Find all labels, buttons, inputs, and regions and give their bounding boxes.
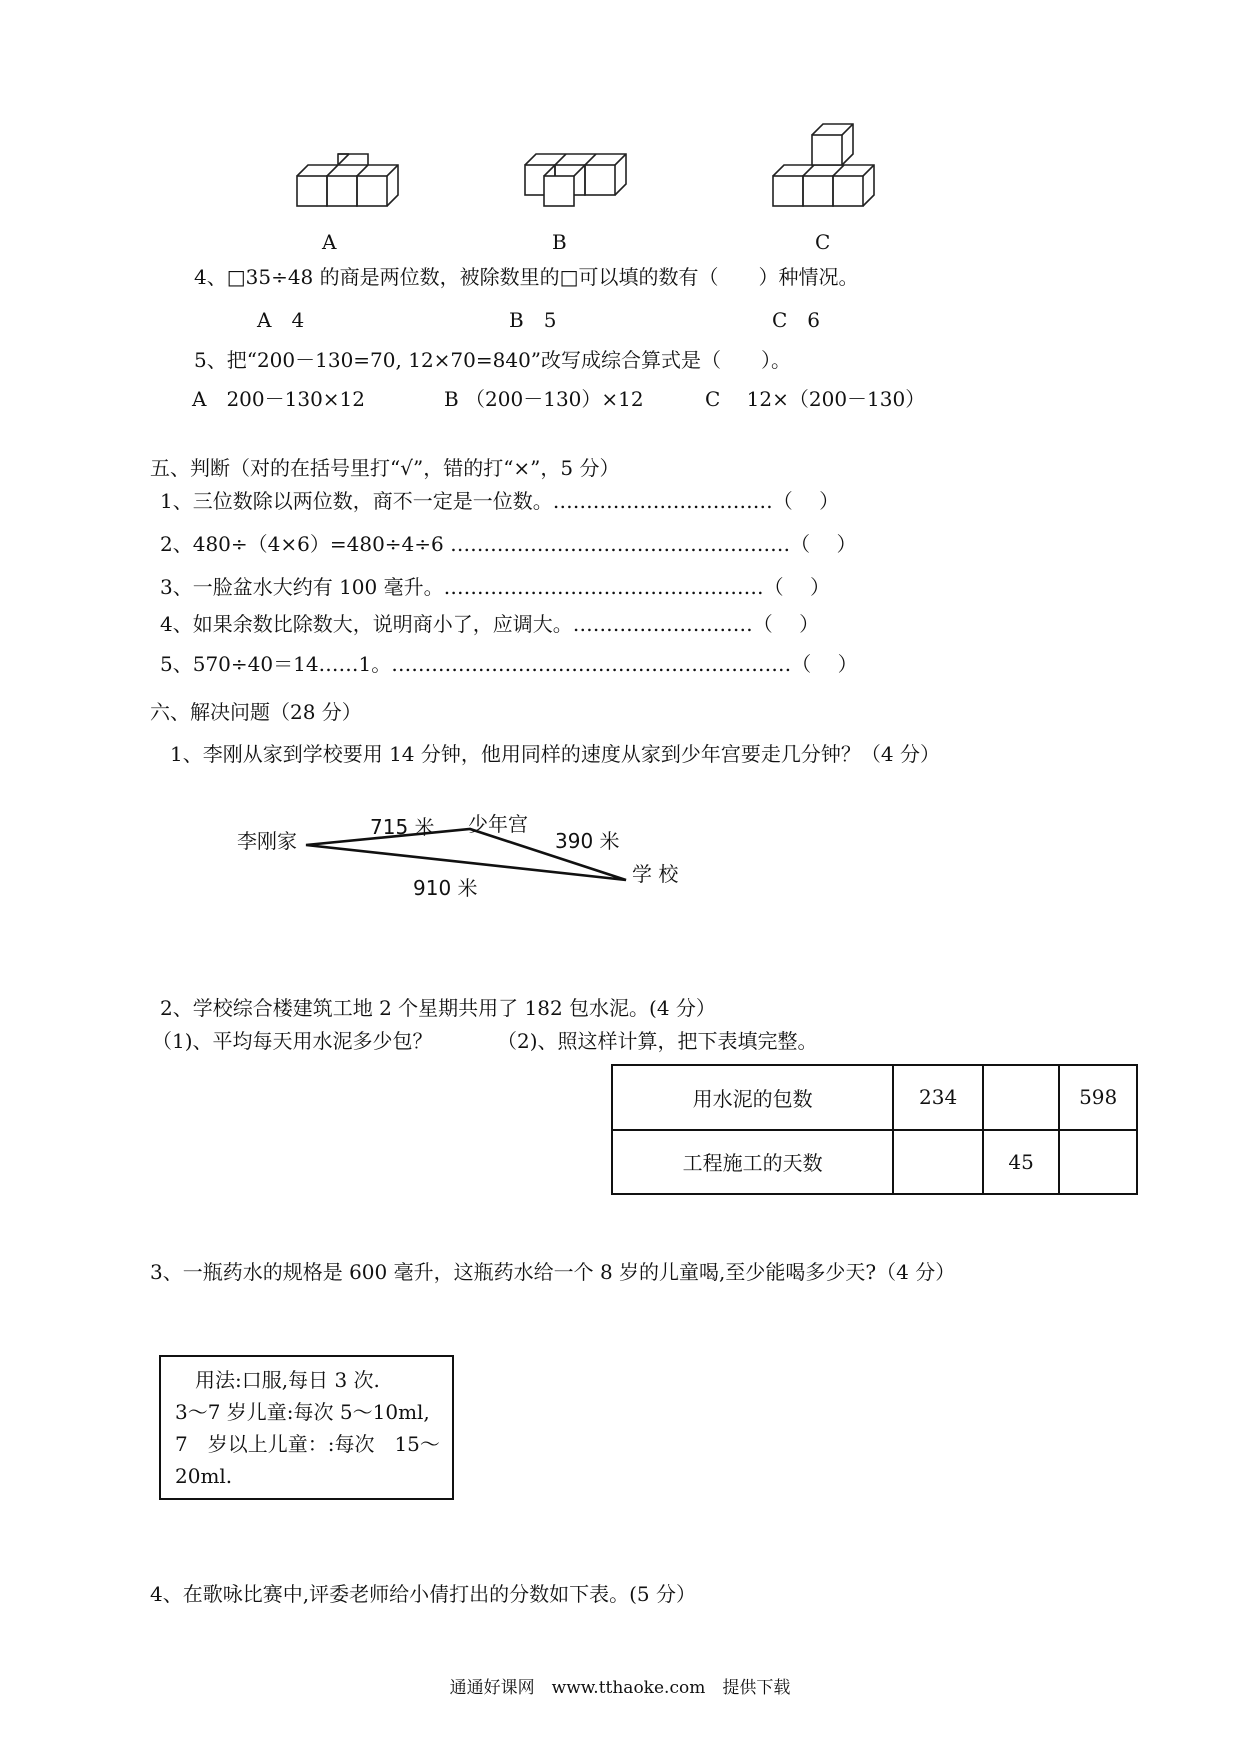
judge-item-5: 5、570÷40＝14……1。……………………………………………………（ ） xyxy=(160,652,858,676)
cement-table xyxy=(611,1064,1138,1195)
figure-label-c: C xyxy=(815,230,831,254)
q2-sub1: （1)、平均每天用水泥多少包？ xyxy=(152,1029,433,1053)
judge-item-2: 2、480÷（4×6）=480÷4÷6 ……………………………………………（ ） xyxy=(160,532,857,556)
table-cell: 45 xyxy=(983,1130,1060,1195)
usage-line: 20ml. xyxy=(175,1464,233,1488)
usage-line: 7 岁以上儿童：:每次 15～ xyxy=(175,1432,440,1456)
figure-b xyxy=(525,154,626,206)
section5-title: 五、判断（对的在括号里打“√”，错的打“×”，5 分） xyxy=(150,456,620,480)
label-home-to-school: 910 米 xyxy=(413,876,478,900)
mc5-option-b: B （200－130）×12 xyxy=(444,387,644,411)
label-home-to-palace: 715 米 xyxy=(370,815,435,839)
usage-line: 3～7 岁儿童:每次 5～10ml, xyxy=(175,1400,430,1424)
mc4-option-b: B 5 xyxy=(509,308,557,332)
table-cell xyxy=(1059,1130,1137,1195)
mc4-option-c: C 6 xyxy=(772,308,821,332)
q2-sub2: （2)、照这样计算，把下表填完整。 xyxy=(497,1029,818,1053)
usage-line: 用法:口服,每日 3 次. xyxy=(175,1368,380,1392)
table-cell: 234 xyxy=(893,1065,983,1130)
mc4-option-a: A 4 xyxy=(257,308,305,332)
medicine-usage-box xyxy=(159,1355,454,1500)
label-palace-to-school: 390 米 xyxy=(555,829,620,853)
q4-text: 4、在歌咏比赛中,评委老师给小倩打出的分数如下表。(5 分） xyxy=(150,1582,696,1606)
table-row xyxy=(612,1130,1137,1195)
cube-figures xyxy=(0,0,1240,260)
figure-label-a: A xyxy=(322,230,337,254)
figure-label-b: B xyxy=(552,230,567,254)
judge-item-3: 3、一脸盆水大约有 100 毫升。…………………………………………（ ） xyxy=(160,575,830,599)
figure-c xyxy=(773,124,874,206)
label-school: 学 校 xyxy=(632,862,679,886)
table-cell xyxy=(893,1130,983,1195)
q2-text: 2、学校综合楼建筑工地 2 个星期共用了 182 包水泥。(4 分） xyxy=(160,996,716,1020)
mc5-question: 5、把“200－130=70, 12×70=840”改写成综合算式是（ ）。 xyxy=(194,348,792,372)
table-cell xyxy=(983,1065,1060,1130)
figure-a xyxy=(297,154,398,206)
label-youth-palace: 少年宫 xyxy=(468,812,528,836)
mc5-option-c: C 12×（200－130） xyxy=(705,387,926,411)
mc4-question: 4、□35÷48 的商是两位数，被除数里的□可以填的数有（ ）种情况。 xyxy=(194,265,859,289)
section6-title: 六、解决问题（28 分） xyxy=(150,700,362,724)
row1-label: 用水泥的包数 xyxy=(612,1065,893,1130)
mc5-option-a: A 200－130×12 xyxy=(192,387,365,411)
q3-text: 3、一瓶药水的规格是 600 毫升，这瓶药水给一个 8 岁的儿童喝,至少能喝多少天?（4 分） xyxy=(150,1260,956,1284)
judge-item-4: 4、如果余数比除数大，说明商小了，应调大。………………………（ ） xyxy=(160,612,820,636)
row2-label: 工程施工的天数 xyxy=(612,1130,893,1195)
judge-item-1: 1、三位数除以两位数，商不一定是一位数。……………………………（ ） xyxy=(160,489,840,513)
table-cell: 598 xyxy=(1059,1065,1137,1130)
page-footer: 通通好课网 www.tthaoke.com 提供下载 xyxy=(449,1678,791,1698)
table-row xyxy=(612,1065,1137,1130)
label-home: 李刚家 xyxy=(237,829,297,853)
q1-text: 1、李刚从家到学校要用 14 分钟，他用同样的速度从家到少年宫要走几分钟？（4 分） xyxy=(170,742,940,766)
